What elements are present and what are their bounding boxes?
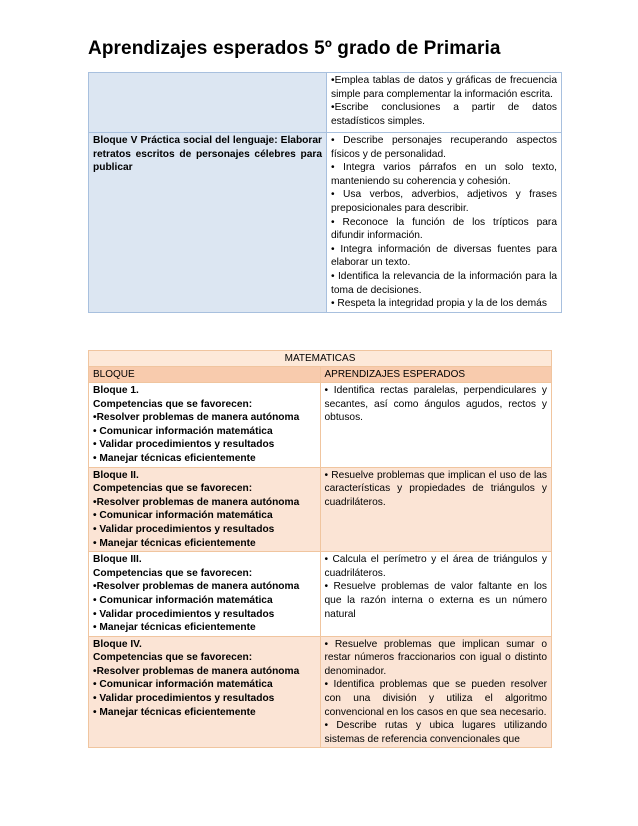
- list-item: • Reconoce la función de los trípticos para difundir información.: [331, 216, 557, 242]
- competencias-label: Competencias que se favorecen:: [93, 652, 253, 664]
- table-row: [89, 467, 552, 552]
- aprendizajes-cell: [320, 636, 552, 748]
- matematicas-header-row: [89, 351, 552, 367]
- list-item: • Describe personajes recuperando aspectos físicos y de personalidad.: [331, 135, 557, 160]
- bloque-cell: [89, 636, 321, 748]
- competencia-item: • Validar procedimientos y resultados: [93, 439, 275, 451]
- competencias-label: Competencias que se favorecen:: [93, 483, 253, 495]
- list-item: • Respeta la integridad propia y la de los demás: [331, 298, 547, 310]
- espanol-blank-cell: [89, 73, 327, 133]
- aprendizajes-cell: [320, 383, 552, 468]
- bloque-name: Bloque II.: [93, 469, 139, 481]
- table-row: [89, 552, 552, 637]
- competencia-item: •Resolver problemas de manera autónoma: [93, 665, 300, 677]
- competencia-item: • Comunicar información matemática: [93, 594, 273, 606]
- list-item: • Describe rutas y ubica lugares utilizando sistemas de referencia convencionales que: [324, 720, 547, 745]
- espanol-items-bottom: [327, 133, 562, 313]
- espanol-items-top: [327, 73, 562, 133]
- page-title: Aprendizajes esperados 5º grado de Primaria: [88, 38, 501, 59]
- competencia-item: • Manejar técnicas eficientemente: [93, 537, 256, 549]
- competencia-item: • Manejar técnicas eficientemente: [93, 706, 256, 718]
- competencia-item: •Resolver problemas de manera autónoma: [93, 496, 300, 508]
- matematicas-header: MATEMATICAS: [89, 351, 552, 367]
- competencia-item: • Comunicar información matemática: [93, 679, 273, 691]
- column-header-aprendizajes: APRENDIZAJES ESPERADOS: [320, 367, 552, 383]
- competencia-item: • Comunicar información matemática: [93, 425, 273, 437]
- competencias-label: Competencias que se favorecen:: [93, 567, 253, 579]
- column-header-bloque: BLOQUE: [89, 367, 321, 383]
- bloque-cell: [89, 383, 321, 468]
- list-item: • Integra información de diversas fuentes para elaborar un texto.: [331, 243, 557, 269]
- competencia-item: • Manejar técnicas eficientemente: [93, 452, 256, 464]
- table-row: [89, 383, 552, 468]
- competencia-item: • Validar procedimientos y resultados: [93, 693, 275, 705]
- espanol-bloque-cell: Bloque V Práctica social del lenguaje: Elaborar retratos escritos de personajes célebres para publicar: [89, 133, 327, 313]
- list-item: • Resuelve problemas que implican el uso de las características y propiedades de triángulos y cuadriláteros.: [324, 469, 547, 508]
- list-item: • Resuelve problemas que implican sumar o restar números fraccionarios con igual o distinto denominador.: [324, 638, 547, 677]
- list-item: • Integra varios párrafos en un solo texto, manteniendo su coherencia y cohesión.: [331, 162, 557, 187]
- competencia-item: •Resolver problemas de manera autónoma: [93, 581, 300, 593]
- competencia-item: •Resolver problemas de manera autónoma: [93, 412, 300, 424]
- competencia-item: • Manejar técnicas eficientemente: [93, 622, 256, 634]
- bloque-name: Bloque 1.: [93, 385, 139, 396]
- list-item: •Escribe conclusiones a partir de datos estadísticos simples.: [331, 102, 557, 127]
- list-item: •Emplea tablas de datos y gráficas de frecuencia simple para complementar la información escrita.: [331, 75, 557, 100]
- competencia-item: • Validar procedimientos y resultados: [93, 608, 275, 620]
- espanol-table: [88, 72, 562, 313]
- aprendizajes-cell: [320, 467, 552, 552]
- list-item: • Identifica problemas que se pueden resolver con una división y utiliza el algoritmo convencional en los casos en que sea necesario.: [324, 679, 547, 718]
- competencia-item: • Comunicar información matemática: [93, 510, 273, 522]
- bloque-name: Bloque III.: [93, 554, 142, 566]
- matematicas-table: [88, 350, 552, 748]
- list-item: • Identifica rectas paralelas, perpendiculares y secantes, así como ángulos agudos, rectos y obtusos.: [324, 385, 547, 424]
- list-item: • Identifica la relevancia de la información para la toma de decisiones.: [331, 270, 557, 296]
- list-item: • Calcula el perímetro y el área de triángulos y cuadriláteros.: [324, 554, 547, 579]
- table-row: [89, 636, 552, 748]
- matematicas-column-headers: [89, 367, 552, 383]
- list-item: • Resuelve problemas de valor faltante en los que la razón interna o externa es un número natural: [324, 581, 547, 620]
- bloque-cell: [89, 552, 321, 637]
- bloque-cell: [89, 467, 321, 552]
- espanol-row-bottom: [89, 133, 562, 313]
- espanol-row-top: [89, 73, 562, 133]
- competencia-item: • Validar procedimientos y resultados: [93, 523, 275, 535]
- bloque-name: Bloque IV.: [93, 638, 142, 650]
- aprendizajes-cell: [320, 552, 552, 637]
- competencias-label: Competencias que se favorecen:: [93, 398, 253, 410]
- list-item: • Usa verbos, adverbios, adjetivos y frases preposicionales para describir.: [331, 189, 557, 214]
